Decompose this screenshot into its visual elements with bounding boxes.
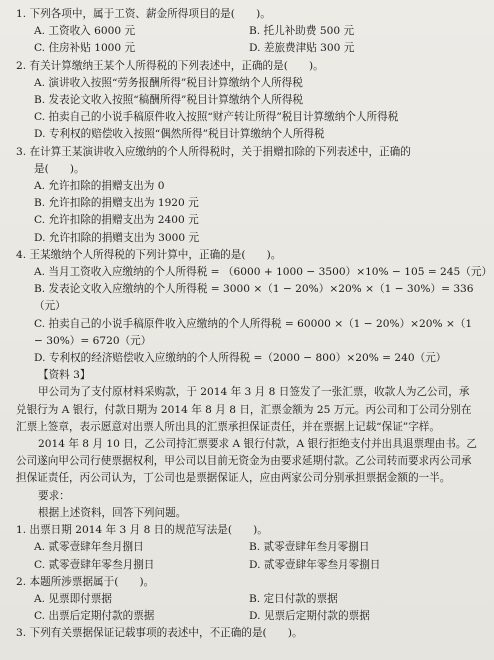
material-heading: 【资料 3】 bbox=[38, 369, 91, 382]
question-4-option-d: D. 专利权的经济赔偿收入应缴纳的个人所得税 =（2000 − 800）×20% = 240（元） bbox=[34, 352, 447, 365]
material-question-1-option-b: B. 贰零壹肆年叁月零捌日 bbox=[249, 541, 370, 554]
question-1-option-a: A. 工资收入 6000 元 bbox=[34, 25, 136, 38]
material-question-2-option-b: B. 定日付款的票据 bbox=[249, 592, 338, 605]
question-2-option-c: C. 拍卖自己的小说手稿原件收入按照“财产转让所得”税目计算缴纳个人所得税 bbox=[34, 111, 399, 124]
question-2-option-a: A. 演讲收入按照“劳务报酬所得”税目计算缴纳个人所得税 bbox=[34, 76, 303, 89]
question-1-option-d: D. 差旅费津贴 300 元 bbox=[249, 42, 355, 55]
question-4-option-a: A. 当月工资收入应缴纳的个人所得税 = （6000 + 1000 − 3500）×10% − 105 = 245（元） bbox=[34, 266, 493, 279]
question-2-stem: 2. 有关计算缴纳王某个人所得税的下列表述中，正确的是( )。 bbox=[16, 59, 324, 72]
question-1-options-row-2 bbox=[16, 40, 480, 57]
question-1-option-c: C. 住房补贴 1000 元 bbox=[34, 42, 136, 55]
material-question-1-options-row-2 bbox=[16, 557, 480, 574]
material-question-2-stem: 2. 本题所涉票据属于( )。 bbox=[16, 575, 155, 588]
material-question-1-options-row-1 bbox=[16, 539, 480, 556]
material-question-2-option-a: A. 见票即付票据 bbox=[34, 592, 112, 605]
material-question-2-options-row-1 bbox=[16, 591, 480, 608]
material-question-1-option-d: D. 贰零壹肆年零叁月零捌日 bbox=[249, 558, 381, 571]
material-question-2-option-d: D. 见票后定期付款的票据 bbox=[249, 610, 370, 623]
question-1-options-row-1 bbox=[16, 23, 480, 40]
question-3-option-d: D. 允许扣除的捐赠支出为 3000 元 bbox=[34, 231, 200, 244]
material-question-1-option-a: A. 贰零壹肆年叁月捌日 bbox=[34, 541, 144, 554]
material-question-1-stem: 1. 出票日期 2014 年 3 月 8 日的规范写法是( )。 bbox=[16, 524, 268, 537]
question-4-option-b-line-2: （元） bbox=[34, 300, 66, 313]
material-instruction: 根据上述资料，回答下列问题。 bbox=[38, 506, 187, 519]
question-1-stem: 1. 下列各项中，属于工资、薪金所得项目的是( )。 bbox=[16, 8, 271, 20]
question-1-option-b: B. 托儿补助费 500 元 bbox=[249, 25, 355, 38]
question-3-option-c: C. 允许扣除的捐赠支出为 2400 元 bbox=[34, 214, 199, 227]
question-3-option-a: A. 允许扣除的捐赠支出为 0 bbox=[34, 180, 165, 193]
material-question-3-stem: 3. 下列有关票据保证记载事项的表述中，不正确的是( )。 bbox=[16, 627, 303, 640]
material-paragraph-2: 2014 年 8 月 10 日，乙公司持汇票要求 A 银行付款，A 银行拒绝支付并出具退票理由书。乙公司遂向甲公司行使票据权利，甲公司以目前无资金为由要求延期付款。乙公司转而要求丙公司承担保证责任，丙公司认为，丁公司也是票据保证人，应由两家公司分别承担票据金额的一半。 bbox=[16, 438, 478, 485]
question-3-stem-line-1: 3. 在计算王某演讲收入应缴纳的个人所得税时，关于捐赠扣除的下列表述中，正确的 bbox=[16, 145, 411, 158]
question-2-option-b: B. 发表论文收入按照“稿酬所得”税目计算缴纳个人所得税 bbox=[34, 94, 304, 107]
question-4-option-c-line-1: C. 拍卖自己的小说手稿原件收入应缴纳的个人所得税 = 60000 ×（1 − 20%）×20% ×（1 bbox=[34, 317, 473, 330]
material-paragraph-1: 甲公司为了支付原材料采购款，于 2014 年 3 月 8 日签发了一张汇票，收款人为乙公司，承兑银行为 A 银行，付款日期为 2014 年 8 月 8 日，汇票金额为 25 万元。丙公司和丁公司分别在汇票上签章，表示愿意对出票人所出具的汇票承担保证责任，并在票据上记载“保证”字样。 bbox=[16, 386, 472, 433]
material-question-1-option-c: C. 贰零壹肆年零叁月捌日 bbox=[34, 558, 155, 571]
question-4-stem: 4. 王某缴纳个人所得税的下列计算中，正确的是( )。 bbox=[16, 248, 282, 261]
question-3-stem-line-2: 是( )。 bbox=[34, 162, 85, 175]
question-3-option-b: B. 允许扣除的捐赠支出为 1920 元 bbox=[34, 197, 199, 210]
material-requirement: 要求： bbox=[38, 489, 70, 502]
question-4-option-b-line-1: B. 发表论文收入应缴纳的个人所得税 = 3000 ×（1 − 20%）×20% ×（1 − 30%）= 336 bbox=[34, 283, 474, 296]
question-4-option-c-line-2: − 30%）= 6720（元） bbox=[34, 334, 152, 347]
material-question-2-options-row-2 bbox=[16, 608, 480, 625]
question-2-option-d: D. 专利权的赔偿收入按照“偶然所得”税目计算缴纳个人所得税 bbox=[34, 128, 325, 141]
material-question-2-option-c: C. 出票后定期付款的票据 bbox=[34, 610, 155, 623]
